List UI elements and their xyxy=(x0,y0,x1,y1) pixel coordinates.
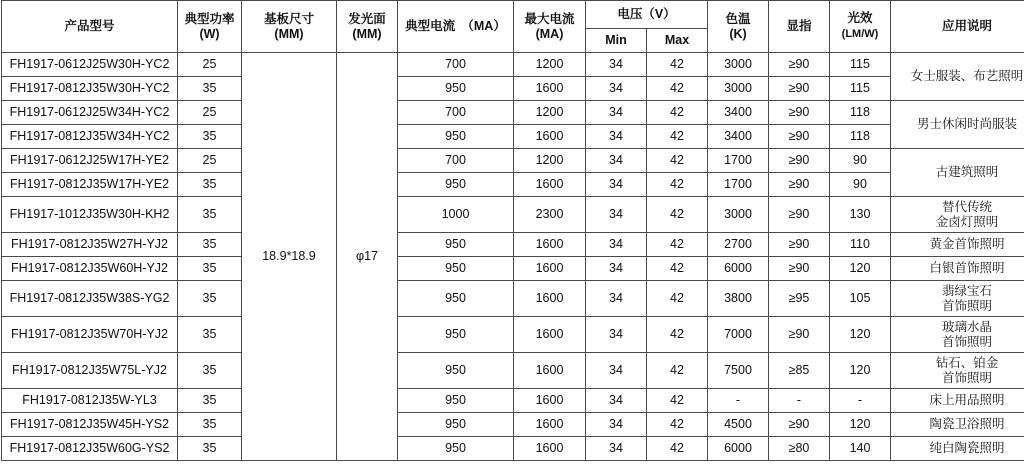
model-cell: FH1917-0812J35W17H-YE2 xyxy=(2,173,178,197)
power-cell: 35 xyxy=(178,77,242,101)
header-emitting-surface: 发光面 (MM) xyxy=(337,1,398,53)
typical-current-cell: 700 xyxy=(398,149,514,173)
power-cell: 35 xyxy=(178,125,242,149)
model-cell: FH1917-0812J35W60H-YJ2 xyxy=(2,257,178,281)
typical-current-cell: 950 xyxy=(398,77,514,101)
power-cell: 25 xyxy=(178,149,242,173)
cri-cell: ≥90 xyxy=(769,149,830,173)
cri-cell: ≥90 xyxy=(769,53,830,77)
voltage-max-cell: 42 xyxy=(647,77,708,101)
typical-current-cell: 950 xyxy=(398,281,514,317)
voltage-max-cell: 42 xyxy=(647,125,708,149)
model-cell: FH1917-0812J35W45H-YS2 xyxy=(2,413,178,437)
cri-cell: ≥90 xyxy=(769,413,830,437)
table-row xyxy=(2,125,1024,149)
power-cell: 35 xyxy=(178,413,242,437)
cct-cell: 1700 xyxy=(708,149,769,173)
max-current-cell: 1200 xyxy=(514,149,586,173)
cct-cell: 2700 xyxy=(708,233,769,257)
model-cell: FH1917-0812J35W38S-YG2 xyxy=(2,281,178,317)
max-current-cell: 1600 xyxy=(514,437,586,461)
cct-cell: 7500 xyxy=(708,353,769,389)
typical-current-cell: 950 xyxy=(398,317,514,353)
model-cell: FH1917-0612J25W17H-YE2 xyxy=(2,149,178,173)
header-efficacy: 光效 (LM/W) xyxy=(830,1,891,53)
max-current-cell: 1600 xyxy=(514,281,586,317)
application-cell: 陶瓷卫浴照明 xyxy=(891,413,1024,437)
efficacy-cell: 105 xyxy=(830,281,891,317)
max-current-cell: 1600 xyxy=(514,257,586,281)
application-cell: 古建筑照明 xyxy=(891,149,1024,197)
efficacy-cell: 140 xyxy=(830,437,891,461)
max-current-cell: 1600 xyxy=(514,353,586,389)
voltage-min-cell: 34 xyxy=(586,437,647,461)
model-cell: FH1917-0612J25W30H-YC2 xyxy=(2,53,178,77)
table-row xyxy=(2,281,1024,317)
voltage-min-cell: 34 xyxy=(586,53,647,77)
cct-cell: 3000 xyxy=(708,77,769,101)
power-cell: 25 xyxy=(178,53,242,77)
cct-cell: 4500 xyxy=(708,413,769,437)
voltage-min-cell: 34 xyxy=(586,233,647,257)
voltage-max-cell: 42 xyxy=(647,281,708,317)
header-voltage: 电压（V） xyxy=(586,1,708,29)
voltage-min-cell: 34 xyxy=(586,257,647,281)
cct-cell: 3000 xyxy=(708,197,769,233)
efficacy-cell: 120 xyxy=(830,353,891,389)
application-cell: 玻璃水晶 首饰照明 xyxy=(891,317,1024,353)
header-power: 典型功率 (W) xyxy=(178,1,242,53)
power-cell: 35 xyxy=(178,353,242,389)
table-row xyxy=(2,197,1024,233)
power-cell: 25 xyxy=(178,101,242,125)
voltage-min-cell: 34 xyxy=(586,281,647,317)
efficacy-cell: 115 xyxy=(830,53,891,77)
typical-current-cell: 950 xyxy=(398,125,514,149)
application-cell: 白银首饰照明 xyxy=(891,257,1024,281)
cri-cell: ≥90 xyxy=(769,173,830,197)
cri-cell: - xyxy=(769,389,830,413)
max-current-cell: 1200 xyxy=(514,53,586,77)
cri-cell: ≥90 xyxy=(769,125,830,149)
table-row xyxy=(2,101,1024,125)
voltage-min-cell: 34 xyxy=(586,77,647,101)
cct-cell: 3000 xyxy=(708,53,769,77)
cri-cell: ≥95 xyxy=(769,281,830,317)
model-cell: FH1917-0812J35W-YL3 xyxy=(2,389,178,413)
max-current-cell: 1600 xyxy=(514,77,586,101)
voltage-max-cell: 42 xyxy=(647,389,708,413)
cct-cell: 3400 xyxy=(708,125,769,149)
voltage-max-cell: 42 xyxy=(647,101,708,125)
typical-current-cell: 950 xyxy=(398,173,514,197)
cri-cell: ≥90 xyxy=(769,317,830,353)
voltage-min-cell: 34 xyxy=(586,389,647,413)
efficacy-cell: 130 xyxy=(830,197,891,233)
max-current-cell: 1600 xyxy=(514,173,586,197)
header-board-size: 基板尺寸 (MM) xyxy=(242,1,337,53)
header-application: 应用说明 xyxy=(891,1,1024,53)
header-voltage-max: Max xyxy=(647,29,708,53)
model-cell: FH1917-0812J35W27H-YJ2 xyxy=(2,233,178,257)
max-current-cell: 1600 xyxy=(514,413,586,437)
cri-cell: ≥90 xyxy=(769,233,830,257)
application-cell: 翡绿宝石 首饰照明 xyxy=(891,281,1024,317)
efficacy-cell: - xyxy=(830,389,891,413)
cct-cell: - xyxy=(708,389,769,413)
max-current-cell: 1200 xyxy=(514,101,586,125)
header-model: 产品型号 xyxy=(2,1,178,53)
efficacy-cell: 118 xyxy=(830,125,891,149)
led-spec-table xyxy=(1,0,1024,461)
voltage-min-cell: 34 xyxy=(586,353,647,389)
voltage-max-cell: 42 xyxy=(647,257,708,281)
efficacy-cell: 115 xyxy=(830,77,891,101)
cri-cell: ≥90 xyxy=(769,197,830,233)
application-cell: 纯白陶瓷照明 xyxy=(891,437,1024,461)
typical-current-cell: 950 xyxy=(398,413,514,437)
table-row xyxy=(2,389,1024,413)
table-row xyxy=(2,413,1024,437)
efficacy-cell: 120 xyxy=(830,317,891,353)
table-row xyxy=(2,149,1024,173)
application-cell: 男士休闲时尚服装 xyxy=(891,101,1024,149)
typical-current-cell: 950 xyxy=(398,389,514,413)
header-max-current: 最大电流 (MA) xyxy=(514,1,586,53)
power-cell: 35 xyxy=(178,173,242,197)
model-cell: FH1917-0612J25W34H-YC2 xyxy=(2,101,178,125)
voltage-min-cell: 34 xyxy=(586,413,647,437)
typical-current-cell: 950 xyxy=(398,257,514,281)
application-cell: 钻石、铂金 首饰照明 xyxy=(891,353,1024,389)
cct-cell: 7000 xyxy=(708,317,769,353)
table-row xyxy=(2,317,1024,353)
cri-cell: ≥90 xyxy=(769,101,830,125)
voltage-max-cell: 42 xyxy=(647,173,708,197)
voltage-min-cell: 34 xyxy=(586,317,647,353)
max-current-cell: 1600 xyxy=(514,389,586,413)
cri-cell: ≥90 xyxy=(769,257,830,281)
typical-current-cell: 950 xyxy=(398,233,514,257)
voltage-max-cell: 42 xyxy=(647,353,708,389)
model-cell: FH1917-0812J35W30H-YC2 xyxy=(2,77,178,101)
efficacy-cell: 110 xyxy=(830,233,891,257)
voltage-min-cell: 34 xyxy=(586,101,647,125)
voltage-max-cell: 42 xyxy=(647,413,708,437)
header-voltage-min: Min xyxy=(586,29,647,53)
cri-cell: ≥80 xyxy=(769,437,830,461)
header-cri: 显指 xyxy=(769,1,830,53)
voltage-max-cell: 42 xyxy=(647,53,708,77)
voltage-max-cell: 42 xyxy=(647,197,708,233)
cct-cell: 6000 xyxy=(708,437,769,461)
efficacy-cell: 90 xyxy=(830,173,891,197)
power-cell: 35 xyxy=(178,197,242,233)
typical-current-cell: 700 xyxy=(398,53,514,77)
power-cell: 35 xyxy=(178,317,242,353)
application-cell: 床上用品照明 xyxy=(891,389,1024,413)
power-cell: 35 xyxy=(178,389,242,413)
board-size-cell: 18.9*18.9 xyxy=(242,53,337,461)
table-row xyxy=(2,53,1024,77)
typical-current-cell: 700 xyxy=(398,101,514,125)
table-row xyxy=(2,257,1024,281)
voltage-max-cell: 42 xyxy=(647,437,708,461)
power-cell: 35 xyxy=(178,281,242,317)
voltage-max-cell: 42 xyxy=(647,149,708,173)
application-cell: 替代传统 金卤灯照明 xyxy=(891,197,1024,233)
max-current-cell: 1600 xyxy=(514,125,586,149)
cri-cell: ≥85 xyxy=(769,353,830,389)
max-current-cell: 2300 xyxy=(514,197,586,233)
voltage-min-cell: 34 xyxy=(586,173,647,197)
table-row xyxy=(2,233,1024,257)
table-row xyxy=(2,77,1024,101)
voltage-max-cell: 42 xyxy=(647,233,708,257)
power-cell: 35 xyxy=(178,233,242,257)
efficacy-cell: 120 xyxy=(830,413,891,437)
max-current-cell: 1600 xyxy=(514,317,586,353)
model-cell: FH1917-0812J35W70H-YJ2 xyxy=(2,317,178,353)
efficacy-cell: 118 xyxy=(830,101,891,125)
efficacy-cell: 90 xyxy=(830,149,891,173)
emitting-surface-cell: φ17 xyxy=(337,53,398,461)
efficacy-cell: 120 xyxy=(830,257,891,281)
typical-current-cell: 950 xyxy=(398,437,514,461)
header-typical-current: 典型电流 （MA） xyxy=(398,1,514,53)
model-cell: FH1917-0812J35W75L-YJ2 xyxy=(2,353,178,389)
voltage-min-cell: 34 xyxy=(586,197,647,233)
cct-cell: 6000 xyxy=(708,257,769,281)
application-cell: 女士服装、布艺照明 xyxy=(891,53,1024,101)
application-cell: 黄金首饰照明 xyxy=(891,233,1024,257)
table-row xyxy=(2,437,1024,461)
typical-current-cell: 1000 xyxy=(398,197,514,233)
typical-current-cell: 950 xyxy=(398,353,514,389)
cct-cell: 3800 xyxy=(708,281,769,317)
max-current-cell: 1600 xyxy=(514,233,586,257)
voltage-min-cell: 34 xyxy=(586,149,647,173)
model-cell: FH1917-0812J35W34H-YC2 xyxy=(2,125,178,149)
voltage-min-cell: 34 xyxy=(586,125,647,149)
power-cell: 35 xyxy=(178,257,242,281)
model-cell: FH1917-0812J35W60G-YS2 xyxy=(2,437,178,461)
cri-cell: ≥90 xyxy=(769,77,830,101)
cct-cell: 3400 xyxy=(708,101,769,125)
cct-cell: 1700 xyxy=(708,173,769,197)
power-cell: 35 xyxy=(178,437,242,461)
table-row xyxy=(2,173,1024,197)
table-row xyxy=(2,353,1024,389)
header-cct: 色温 (K) xyxy=(708,1,769,53)
voltage-max-cell: 42 xyxy=(647,317,708,353)
model-cell: FH1917-1012J35W30H-KH2 xyxy=(2,197,178,233)
